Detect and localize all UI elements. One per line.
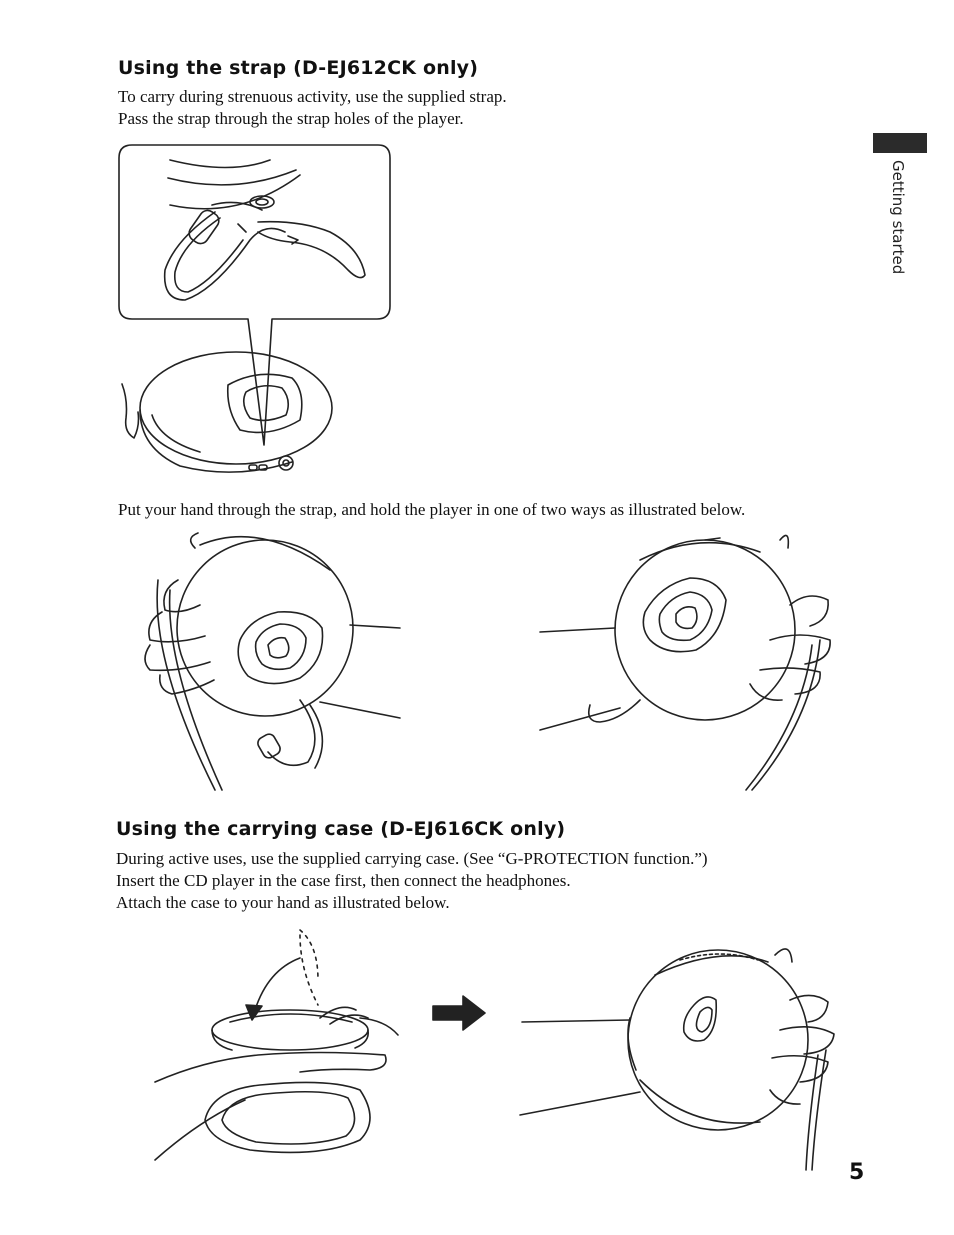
section-heading-carrying-case: Using the carrying case (D-EJ616CK only) xyxy=(116,818,566,840)
side-tab-label: Getting started xyxy=(889,160,907,275)
case-instruction-line-2: Insert the CD player in the case first, then connect the headphones. xyxy=(116,871,571,890)
hand-hold-left-illustration xyxy=(145,533,400,790)
strap-closeup-illustration xyxy=(119,145,390,445)
hand-hold-right-illustration xyxy=(540,536,830,791)
case-instruction-line-3: Attach the case to your hand as illustrated below. xyxy=(116,893,450,912)
strap-instruction-line-2: Pass the strap through the strap holes of the player. xyxy=(118,109,464,128)
case-instruction-line-1: During active uses, use the supplied carrying case. (See “G-PROTECTION function.”) xyxy=(116,849,708,868)
page-number: 5 xyxy=(849,1160,865,1185)
carrying-case-hold-illustration xyxy=(520,949,834,1170)
cd-player-illustration xyxy=(122,352,332,472)
hand-strap-instruction: Put your hand through the strap, and hold the player in one of two ways as illustrated below. xyxy=(118,500,746,519)
carrying-case-insert-illustration xyxy=(155,930,398,1160)
right-arrow-icon xyxy=(433,996,485,1030)
strap-instruction-line-1: To carry during strenuous activity, use the supplied strap. xyxy=(118,87,507,106)
section-heading-strap: Using the strap (D-EJ612CK only) xyxy=(118,57,479,79)
